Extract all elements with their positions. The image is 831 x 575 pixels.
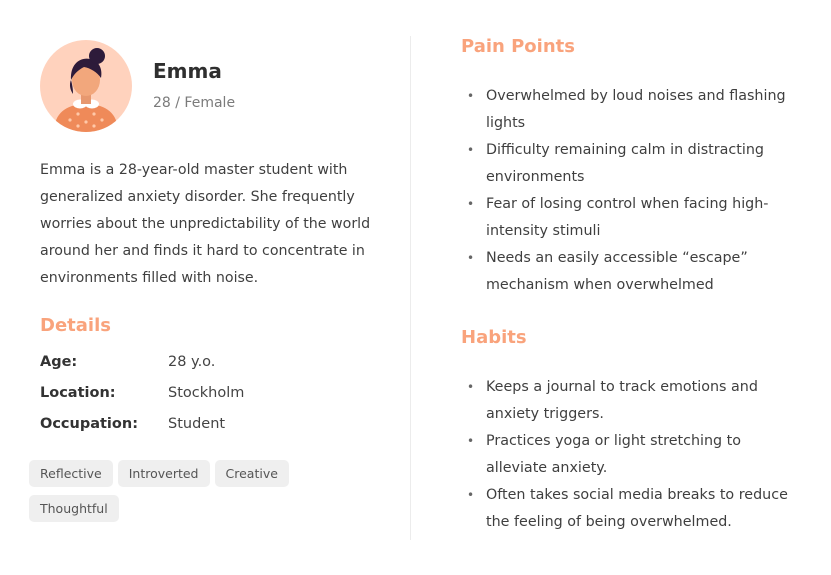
list-item: • Overwhelmed by loud noises and flashing lights <box>461 83 796 137</box>
tag-thoughtful: Thoughtful <box>29 495 119 522</box>
detail-label: Age: <box>40 354 78 370</box>
habits-list <box>461 374 796 536</box>
details-heading: Details <box>40 315 111 336</box>
tag-introverted: Introverted <box>118 460 210 487</box>
list-item: • Practices yoga or light stretching to alleviate anxiety. <box>461 428 796 482</box>
detail-label: Location: <box>40 385 116 401</box>
detail-value: Stockholm <box>168 385 245 401</box>
pain-points-heading: Pain Points <box>461 36 575 57</box>
detail-value: 28 y.o. <box>168 354 216 370</box>
tag-reflective: Reflective <box>29 460 113 487</box>
details-list <box>40 350 380 443</box>
detail-label: Occupation: <box>40 416 138 432</box>
list-item: • Needs an easily accessible “escape” mechanism when overwhelmed <box>461 245 796 299</box>
persona-name: Emma <box>153 59 222 83</box>
woman-avatar-icon <box>40 40 132 132</box>
detail-value: Student <box>168 416 226 432</box>
detail-row-occupation <box>40 412 380 443</box>
persona-age-gender: 28 / Female <box>153 95 236 111</box>
detail-row-age <box>40 350 380 381</box>
detail-row-location <box>40 381 380 412</box>
list-item: • Difficulty remaining calm in distracting environments <box>461 137 796 191</box>
persona-bio: Emma is a 28-year-old master student with generalized anxiety disorder. She frequently worries about the unpredictability of the world around her and finds it hard to concentrate in environments filled with noise. <box>40 162 371 286</box>
pain-points-list <box>461 83 796 299</box>
tag-creative: Creative <box>215 460 289 487</box>
column-divider <box>410 36 411 540</box>
trait-tags <box>29 460 359 530</box>
habits-heading: Habits <box>461 327 527 348</box>
list-item: • Keeps a journal to track emotions and anxiety triggers. <box>461 374 796 428</box>
list-item: • Fear of losing control when facing high-intensity stimuli <box>461 191 796 245</box>
list-item: • Often takes social media breaks to reduce the feeling of being overwhelmed. <box>461 482 796 536</box>
